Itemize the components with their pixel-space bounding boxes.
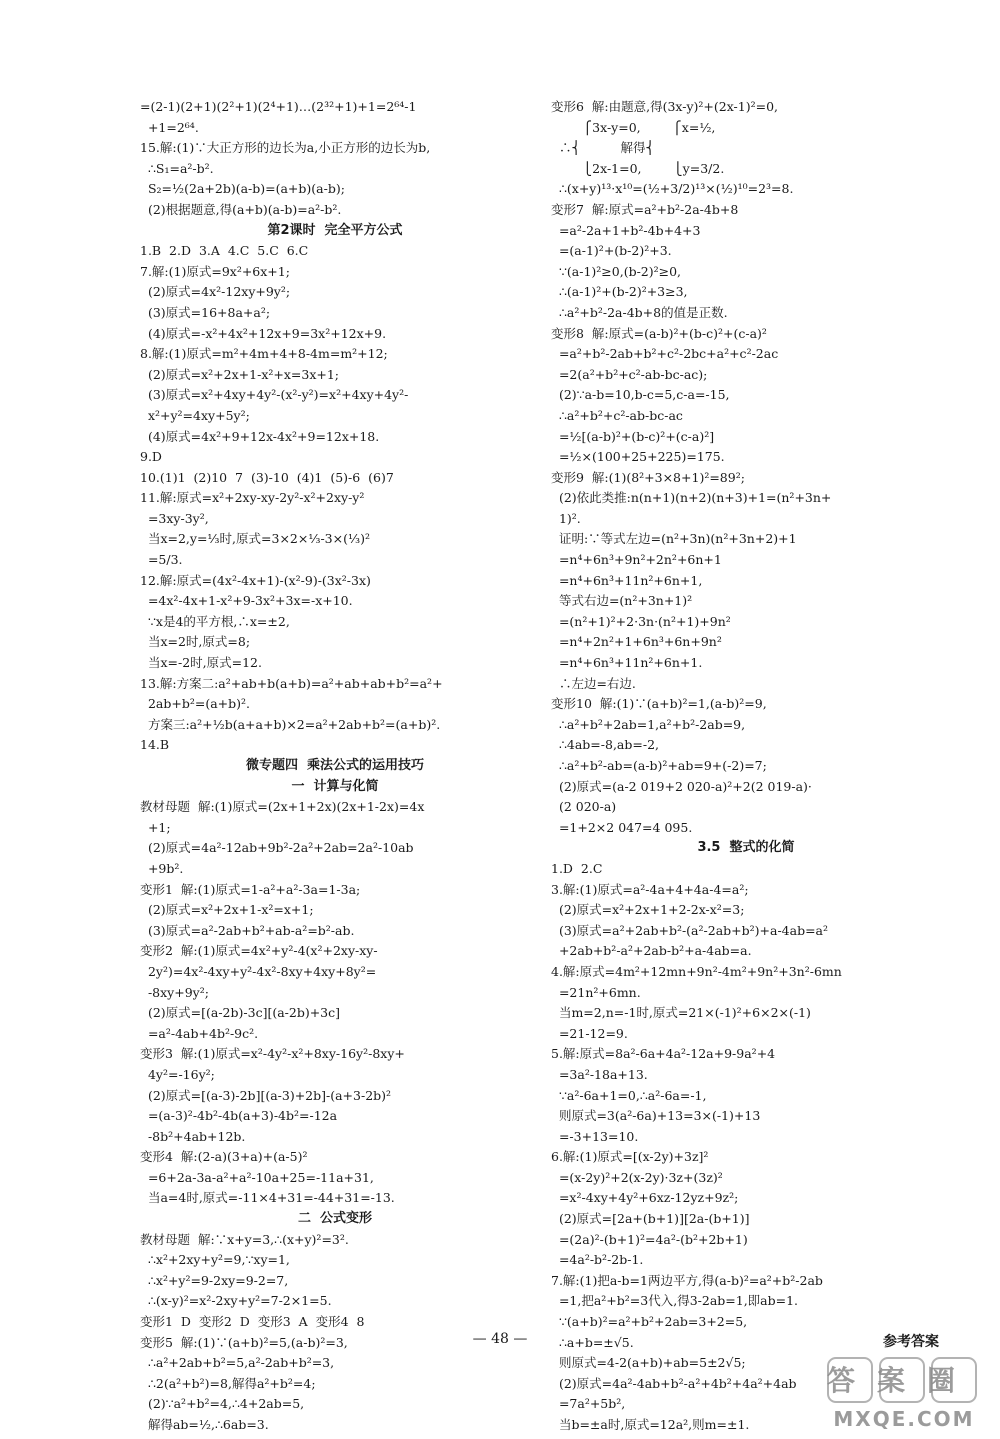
- answer-line: =5/3.: [140, 552, 183, 568]
- answer-line: ∴左边=右边.: [551, 675, 636, 691]
- answer-line: 1.B 2.D 3.A 4.C 5.C 6.C: [140, 243, 309, 259]
- answer-line: +9b².: [140, 860, 184, 876]
- answer-line: =n⁴+6n³+11n²+6n+1,: [551, 572, 703, 588]
- answer-line: 变形10 解:(1)∵(a+b)²=1,(a-b)²=9,: [551, 696, 767, 712]
- answer-line: -8xy+9y²;: [140, 984, 209, 1000]
- watermark-logo-icon: [824, 1352, 984, 1432]
- answer-column-left: [140, 97, 530, 1436]
- answer-line: 8.解:(1)原式=m²+4m+4+8-4m=m²+12;: [140, 346, 388, 362]
- answer-line: =3xy-3y²,: [140, 510, 209, 526]
- answer-line: 等式右边=(n²+3n+1)²: [551, 593, 693, 609]
- answer-line: 12.解:原式=(4x²-4x+1)-(x²-9)-(3x²-3x): [140, 572, 371, 588]
- answer-line: -8b²+4ab+12b.: [140, 1128, 246, 1144]
- answer-line: x²+y²=4xy+5y²;: [140, 407, 250, 423]
- answer-line: ∴2(a²+b²)=8,解得a²+b²=4;: [140, 1375, 316, 1391]
- answer-line: ∴x²+y²=9-2xy=9-2=7,: [140, 1272, 289, 1288]
- answer-line: (2)原式=x²+2x+1-x²+x=3x+1;: [140, 366, 340, 382]
- answer-line: 教材母题 解:∵x+y=3,∴(x+y)²=3².: [140, 1231, 349, 1247]
- answer-line: ∵a²-6a+1=0,∴a²-6a=-1,: [551, 1087, 707, 1103]
- answer-line: +1;: [140, 819, 171, 835]
- answer-line: ∴⎨ 解得⎨: [551, 140, 655, 156]
- answer-line: 方案三:a²+½b(a+a+b)×2=a²+2ab+b²=(a+b)².: [140, 716, 441, 732]
- answer-line: 当m=2,n=-1时,原式=21×(-1)²+6×2×(-1): [551, 1005, 811, 1021]
- answer-line: (2)原式=[2a+(b+1)][2a-(b+1)]: [551, 1211, 750, 1227]
- answer-line: ∴a²+b²-2a-4b+8的值是正数.: [551, 304, 728, 320]
- answer-line: 解得ab=½,∴6ab=3.: [140, 1417, 269, 1432]
- answer-line: 1)².: [551, 510, 581, 526]
- answer-line: 4y²=-16y²;: [140, 1066, 215, 1082]
- answer-line: =½×(100+25+225)=175.: [551, 449, 725, 465]
- answer-line: 7.解:(1)原式=9x²+6x+1;: [140, 263, 290, 279]
- watermark-text: MXQE.COM: [833, 1407, 975, 1431]
- answer-line: 变形2 解:(1)原式=4x²+y²-4(x²+2xy-xy-: [140, 943, 378, 959]
- answer-line: ∴4ab=-8,ab=-2,: [551, 737, 660, 753]
- answer-line: (3)原式=a²+2ab+b²-(a²-2ab+b²)+a-4ab=a²: [551, 922, 829, 938]
- answer-line: ∵(a+b)²=a²+b²+2ab=3+2=5,: [551, 1314, 748, 1330]
- answer-line: =(a-1)²+(b-2)²+3.: [551, 243, 672, 259]
- answer-line: (2)∵a-b=10,b-c=5,c-a=-15,: [551, 387, 730, 403]
- answer-line: (3)原式=a²-2ab+b²+ab-a²=b²-ab.: [140, 922, 355, 938]
- answer-line: =x²-4xy+4y²+6xz-12yz+9z²;: [551, 1190, 739, 1206]
- answer-line: 2y²)=4x²-4xy+y²-4x²-8xy+4xy+8y²=: [140, 963, 377, 979]
- answer-line: (2 020-a): [551, 799, 617, 815]
- answer-line: (3)原式=x²+4xy+4y²-(x²-y²)=x²+4xy+4y²-: [140, 387, 409, 403]
- answer-line: =(2a)²-(b+1)²=4a²-(b²+2b+1): [551, 1231, 748, 1247]
- answer-line: 第2课时 完全平方公式: [267, 222, 403, 238]
- answer-line: 2ab+b²=(a+b)².: [140, 696, 250, 712]
- answer-line: 二 公式变形: [297, 1211, 373, 1227]
- answer-line: (2)原式=[(a-3)-2b][(a-3)+2b]-(a+3-2b)²: [140, 1087, 392, 1103]
- answer-line: 变形7 解:原式=a²+b²-2a-4b+8: [551, 201, 739, 217]
- answer-line: 一 计算与化简: [291, 778, 379, 794]
- answer-line: (2)原式=x²+2x+1-x²=x+1;: [140, 902, 314, 918]
- answer-line: (2)原式=(a-2 019+2 020-a)²+2(2 019-a)·: [551, 778, 812, 794]
- answer-line: 当x=2,y=⅓时,原式=3×2×⅓-3×(⅓)²: [140, 531, 370, 547]
- answer-line: 6.解:(1)原式=[(x-2y)+3z]²: [551, 1149, 709, 1165]
- answer-line: 当x=-2时,原式=12.: [140, 655, 262, 671]
- answer-line: ⎩2x-1=0, ⎩y=3/2.: [551, 160, 725, 176]
- answer-line: =½[(a-b)²+(b-c)²+(c-a)²]: [551, 428, 715, 444]
- answer-line: 变形3 解:(1)原式=x²-4y²-x²+8xy-16y²-8xy+: [140, 1046, 405, 1062]
- answer-line: =21-12=9.: [551, 1025, 628, 1041]
- answer-line: =(x-2y)²+2(x-2y)·3z+(3z)²: [551, 1169, 723, 1185]
- answer-line: 10.(1)1 (2)10 7 (3)-10 (4)1 (5)-6 (6)7: [140, 469, 394, 485]
- answer-line: 3.5 整式的化简: [697, 840, 795, 856]
- answer-line: (2)原式=[(a-2b)-3c][(a-2b)+3c]: [140, 1005, 341, 1021]
- answer-line: (2)根据题意,得(a+b)(a-b)=a²-b².: [140, 201, 342, 217]
- answer-line: 5.解:原式=8a²-6a+4a²-12a+9-9a²+4: [551, 1046, 776, 1062]
- answer-line: =1,把a²+b²=3代入,得3-2ab=1,即ab=1.: [551, 1293, 799, 1309]
- answer-line: =4x²-4x+1-x²+9-3x²+3x=-x+10.: [140, 593, 353, 609]
- answer-line: =n⁴+2n²+1+6n³+6n+9n²: [551, 634, 722, 650]
- answer-line: ⎧3x-y=0, ⎧x=½,: [551, 119, 716, 135]
- answer-line: =(n²+1)²+2·3n·(n²+1)+9n²: [551, 613, 731, 629]
- answer-line: 3.解:(1)原式=a²-4a+4+4a-4=a²;: [551, 881, 749, 897]
- answer-line: 14.B: [140, 737, 170, 753]
- answer-line: 15.解:(1)∵大正方形的边长为a,小正方形的边长为b,: [140, 140, 431, 156]
- answer-line: 13.解:方案二:a²+ab+b(a+b)=a²+ab+ab+b²=a²+: [140, 675, 443, 691]
- answer-line: =21n²+6mn.: [551, 984, 641, 1000]
- answer-line: ∴a²+b²-ab=(a-b)²+ab=9+(-2)=7;: [551, 758, 767, 773]
- answer-line: =n⁴+6n³+11n²+6n+1.: [551, 655, 703, 671]
- answer-line: 变形8 解:原式=(a-b)²+(b-c)²+(c-a)²: [551, 325, 767, 341]
- answer-line: 则原式=3(a²-6a)+13=3×(-1)+13: [551, 1108, 761, 1124]
- answer-line: +2ab+b²-a²+2ab-b²+a-4ab=a.: [551, 943, 752, 959]
- answer-line: =2(a²+b²+c²-ab-bc-ac);: [551, 366, 708, 382]
- answer-line: =a²+b²-2ab+b²+c²-2bc+a²+c²-2ac: [551, 346, 779, 362]
- answer-line: ∵(a-1)²≥0,(b-2)²≥0,: [551, 263, 682, 279]
- answer-line: +1=2⁶⁴.: [140, 119, 199, 135]
- page-number: — 48 —: [472, 1331, 528, 1347]
- answer-line: =7a²+5b²,: [551, 1396, 626, 1412]
- answer-line: (2)∵a²+b²=4,∴4+2ab=5,: [140, 1396, 305, 1412]
- answer-line: ∴x²+2xy+y²=9,∵xy=1,: [140, 1252, 290, 1268]
- answer-line: 当a=4时,原式=-11×4+31=-44+31=-13.: [140, 1190, 395, 1206]
- answer-line: ∴a²+2ab+b²=5,a²-2ab+b²=3,: [140, 1355, 335, 1371]
- answer-line: =6+2a-3a-a²+a²-10a+25=-11a+31,: [140, 1169, 374, 1185]
- answer-line: 7.解:(1)把a-b=1两边平方,得(a-b)²=a²+b²-2ab: [551, 1272, 823, 1288]
- answer-line: 变形5 解:(1)∵(a+b)²=5,(a-b)²=3,: [140, 1334, 348, 1350]
- answer-line: =1+2×2 047=4 095.: [551, 819, 693, 835]
- answer-line: ∴a²+b²+2ab=1,a²+b²-2ab=9,: [551, 716, 746, 732]
- answer-line: ∴a²+b²+c²-ab-bc-ac: [551, 407, 683, 423]
- answer-line: 则原式=4-2(a+b)+ab=5±2√5;: [551, 1355, 746, 1371]
- answer-line: =(a-3)²-4b²-4b(a+3)-4b²=-12a: [140, 1108, 338, 1124]
- answer-line: S₂=½(2a+2b)(a-b)=(a+b)(a-b);: [140, 181, 345, 197]
- answer-line: 变形1 解:(1)原式=1-a²+a²-3a=1-3a;: [140, 881, 361, 897]
- answer-line: (2)原式=4x²-12xy+9y²;: [140, 284, 291, 300]
- answer-line: ∴S₁=a²-b².: [140, 160, 214, 176]
- answer-line: ∴(x+y)¹³·x¹⁰=(½+3/2)¹³×(½)¹⁰=2³=8.: [551, 181, 794, 197]
- answer-line: 1.D 2.C: [551, 860, 603, 876]
- answer-line: 当b=±a时,原式=12a²,则m=±1.: [551, 1417, 750, 1432]
- answer-line: 9.D: [140, 449, 162, 465]
- answer-line: (2)原式=4a²-12ab+9b²-2a²+2ab=2a²-10ab: [140, 840, 414, 856]
- answer-line: ∴(x-y)²=x²-2xy+y²=7-2×1=5.: [140, 1293, 332, 1309]
- answer-line: 证明:∵等式左边=(n²+3n)(n²+3n+2)+1: [551, 531, 797, 547]
- answer-line: =(2-1)(2+1)(2²+1)(2⁴+1)…(2³²+1)+1=2⁶⁴-1: [140, 99, 417, 114]
- answer-line: (2)原式=4a²-4ab+b²-a²+4b²+4a²+4ab: [551, 1375, 797, 1391]
- section-label: 参考答案: [883, 1334, 939, 1350]
- answer-line: 教材母题 解:(1)原式=(2x+1+2x)(2x+1-2x)=4x: [140, 799, 425, 815]
- answer-line: 当x=2时,原式=8;: [140, 634, 251, 650]
- answer-line: 变形1 D 变形2 D 变形3 A 变形4 8: [140, 1314, 365, 1330]
- answer-line: 4.解:原式=4m²+12mn+9n²-4m²+9n²+3n²-6mn: [551, 963, 842, 979]
- answer-line: 变形4 解:(2-a)(3+a)+(a-5)²: [140, 1149, 308, 1165]
- answer-line: 微专题四 乘法公式的运用技巧: [245, 758, 425, 773]
- answer-line: (2)依此类推:n(n+1)(n+2)(n+3)+1=(n²+3n+: [551, 490, 832, 506]
- answer-line: (4)原式=-x²+4x²+12x+9=3x²+12x+9.: [140, 325, 387, 341]
- answer-line: (3)原式=16+8a+a²;: [140, 304, 271, 320]
- answer-line: =a²-4ab+4b²-9c².: [140, 1025, 259, 1041]
- answer-line: (2)原式=x²+2x+1+2-2x-x²=3;: [551, 902, 745, 918]
- answer-column-right: [551, 97, 941, 1436]
- answer-line: ∵x是4的平方根,∴x=±2,: [140, 613, 290, 629]
- answer-line: 变形9 解:(1)(8²+3×8+1)²=89²;: [551, 469, 745, 485]
- answer-line: =3a²-18a+13.: [551, 1066, 648, 1082]
- answer-line: =n⁴+6n³+9n²+2n²+6n+1: [551, 552, 722, 568]
- answer-line: =a²-2a+1+b²-4b+4+3: [551, 222, 701, 238]
- answer-line: =4a²-b²-2b-1.: [551, 1252, 644, 1268]
- answer-line: 变形6 解:由题意,得(3x-y)²+(2x-1)²=0,: [551, 99, 779, 114]
- answer-line: (4)原式=4x²+9+12x-4x²+9=12x+18.: [140, 428, 380, 444]
- answer-line: =-3+13=10.: [551, 1128, 639, 1144]
- watermark-logo-chars: 答案圈: [826, 1364, 978, 1397]
- answer-line: 11.解:原式=x²+2xy-xy-2y²-x²+2xy-y²: [140, 490, 365, 506]
- answer-line: ∴(a-1)²+(b-2)²+3≥3,: [551, 284, 688, 300]
- answer-line: ∴a+b=±√5.: [551, 1334, 634, 1350]
